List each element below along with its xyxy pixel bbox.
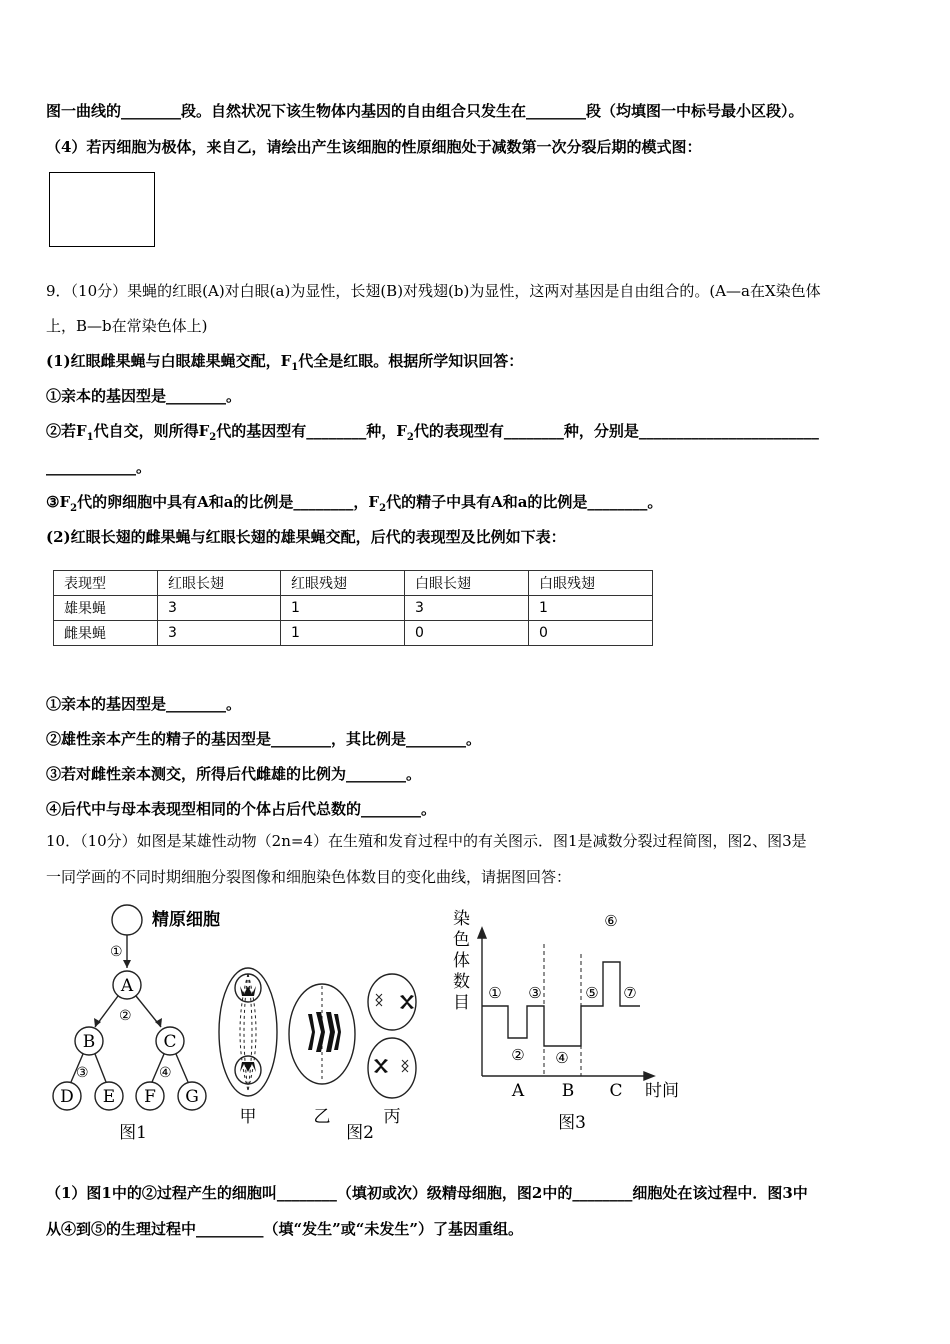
ylabel-char: 数	[453, 972, 470, 992]
segment-label: ④	[555, 1049, 569, 1067]
q9-1b-t2: 代自交，则所得F	[93, 422, 210, 440]
q9-part1-post: 代全是红眼。根据所学知识回答：	[298, 352, 524, 370]
segment-label: ①	[488, 984, 502, 1002]
q10-part1: （1）图1中的②过程产生的细胞叫________（填初或次）级精母细胞，图2中的________细胞处在该过程中．图3中	[46, 1184, 808, 1202]
q9-2c: ③若对雌性亲本测交，所得后代雌雄的比例为________。	[46, 765, 422, 783]
table-header-cell: 红眼长翅	[158, 571, 281, 596]
table-header-cell: 红眼残翅	[281, 571, 405, 596]
cell-label: G	[185, 1087, 199, 1107]
ylabel-char: 目	[453, 993, 470, 1013]
xtick: C	[609, 1081, 623, 1101]
table-header-cell: 表现型	[54, 571, 158, 596]
q9-part1	[46, 351, 523, 378]
cell-label: F	[144, 1087, 156, 1107]
phenotype-table	[53, 570, 653, 646]
figure-3	[450, 900, 690, 1140]
question-10	[46, 831, 807, 851]
q9-1c-t1: ③F	[46, 493, 71, 511]
fig1-step: ③	[76, 1065, 89, 1081]
figure-2	[212, 962, 442, 1152]
line-2: （4）若丙细胞为极体，来自乙，请绘出产生该细胞的性原细胞处于减数第一次分裂后期的模式图：	[46, 138, 702, 156]
fig2-label-jia: 甲	[239, 1107, 257, 1127]
xtick: B	[561, 1081, 575, 1101]
fig1-title: 精原细胞	[152, 910, 220, 930]
q9-1b-t3: 代的基因型有________种，F	[216, 422, 407, 440]
fig2-label-bing: 丙	[383, 1107, 401, 1127]
xlabel: 时间	[645, 1081, 679, 1101]
q9-2d: ④后代中与母本表现型相同的个体占后代总数的________。	[46, 800, 437, 818]
q9-2b: ②雄性亲本产生的精子的基因型是________，其比例是________。	[46, 730, 482, 748]
q9-1b-t4: 代的表现型有________种，分别是________________________	[413, 422, 819, 440]
spermatogonium-cell	[112, 905, 142, 935]
table-cell: 0	[405, 621, 529, 646]
q9-1b-s1: 1	[86, 432, 94, 443]
fig1-step: ②	[119, 1008, 132, 1024]
q9-1c-t3: 代的精子中具有A和a的比例是________。	[386, 493, 663, 511]
q9-part2: (2)红眼长翅的雌果蝇与红眼长翅的雄果蝇交配，后代的表现型及比例如下表：	[46, 528, 566, 546]
cell-bing-top	[368, 974, 416, 1030]
table-cell: 1	[281, 596, 405, 621]
q10-part1-cont: 从④到⑤的生理过程中_________（填“发生”或“未发生”）了基因重组。	[46, 1220, 524, 1238]
figure-1	[40, 896, 230, 1146]
q9-1b-s3: 2	[406, 432, 414, 443]
segment-label: ②	[511, 1046, 525, 1064]
table-cell: 3	[158, 596, 281, 621]
q9-1c	[46, 492, 662, 519]
q9-part1-pre: (1)红眼雌果蝇与白眼雄果蝇交配，F	[46, 352, 292, 370]
table-cell: 1	[529, 596, 653, 621]
table-header-cell: 白眼残翅	[529, 571, 653, 596]
q9-1b-cont: ____________。	[46, 458, 152, 476]
segment-label: ⑤	[585, 984, 599, 1002]
table-header-row	[54, 571, 653, 596]
table-header-cell: 白眼长翅	[405, 571, 529, 596]
segment-label: ③	[528, 984, 542, 1002]
cell-label: A	[120, 976, 134, 996]
cell-label: D	[60, 1087, 74, 1107]
table-cell: 1	[281, 621, 405, 646]
fig2-caption: 图2	[346, 1123, 374, 1143]
q9-1c-s2: 2	[379, 503, 387, 514]
q9-1b-s2: 2	[209, 432, 217, 443]
drawing-answer-box[interactable]	[49, 172, 155, 247]
q9-2a: ①亲本的基因型是________。	[46, 695, 242, 713]
cell-bing-bottom	[368, 1038, 416, 1098]
fig3-caption: 图3	[558, 1113, 586, 1133]
q10-text-a: 10．（10分）如图是某雄性动物（2n=4）在生殖和发育过程中的有关图示．图1是减数分裂过程简图，图2、图3是	[46, 832, 807, 850]
q9-1c-t2: 代的卵细胞中具有A和a的比例是________，F	[77, 493, 380, 511]
fig2-label-yi: 乙	[313, 1107, 331, 1127]
line-1: 图一曲线的________段。自然状况下该生物体内基因的自由组合只发生在________段（均填图一中标号最小区段）。	[46, 102, 804, 120]
table-cell: 雌果蝇	[54, 621, 158, 646]
table-cell: 3	[158, 621, 281, 646]
chromosome-curve	[482, 962, 640, 1046]
fig1-step: ④	[159, 1065, 172, 1081]
ylabel-char: 染	[453, 909, 470, 929]
q9-1b	[46, 421, 819, 448]
cell-label: E	[102, 1087, 116, 1107]
cell-label: B	[82, 1032, 96, 1052]
q9-text-b: 上，B—b在常染色体上)	[46, 317, 208, 335]
q9-part1-sub: 1	[291, 362, 299, 373]
segment-label: ⑦	[623, 984, 637, 1002]
fig1-step: ①	[110, 944, 123, 960]
cell-label: C	[163, 1032, 177, 1052]
q9-text-a: 9．（10分）果蝇的红眼(A)对白眼(a)为显性，长翅(B)对残翅(b)为显性，这两对基因是自由组合的。(A—a在X染色体	[46, 282, 821, 300]
q9-1b-t1: ②若F	[46, 422, 87, 440]
table-cell: 雄果蝇	[54, 596, 158, 621]
fig1-caption: 图1	[119, 1123, 147, 1143]
xtick: A	[511, 1081, 525, 1101]
table-row	[54, 596, 653, 621]
q9-1a: ①亲本的基因型是________。	[46, 387, 242, 405]
ylabel-char: 体	[453, 951, 470, 971]
table-row	[54, 621, 653, 646]
q10-text-b: 一同学画的不同时期细胞分裂图像和细胞染色体数目的变化曲线，请据图回答：	[46, 868, 572, 886]
table-cell: 0	[529, 621, 653, 646]
question-9	[46, 281, 821, 301]
q9-1c-s1: 2	[70, 503, 78, 514]
table-cell: 3	[405, 596, 529, 621]
segment-label: ⑥	[604, 912, 618, 930]
ylabel-char: 色	[453, 930, 470, 950]
